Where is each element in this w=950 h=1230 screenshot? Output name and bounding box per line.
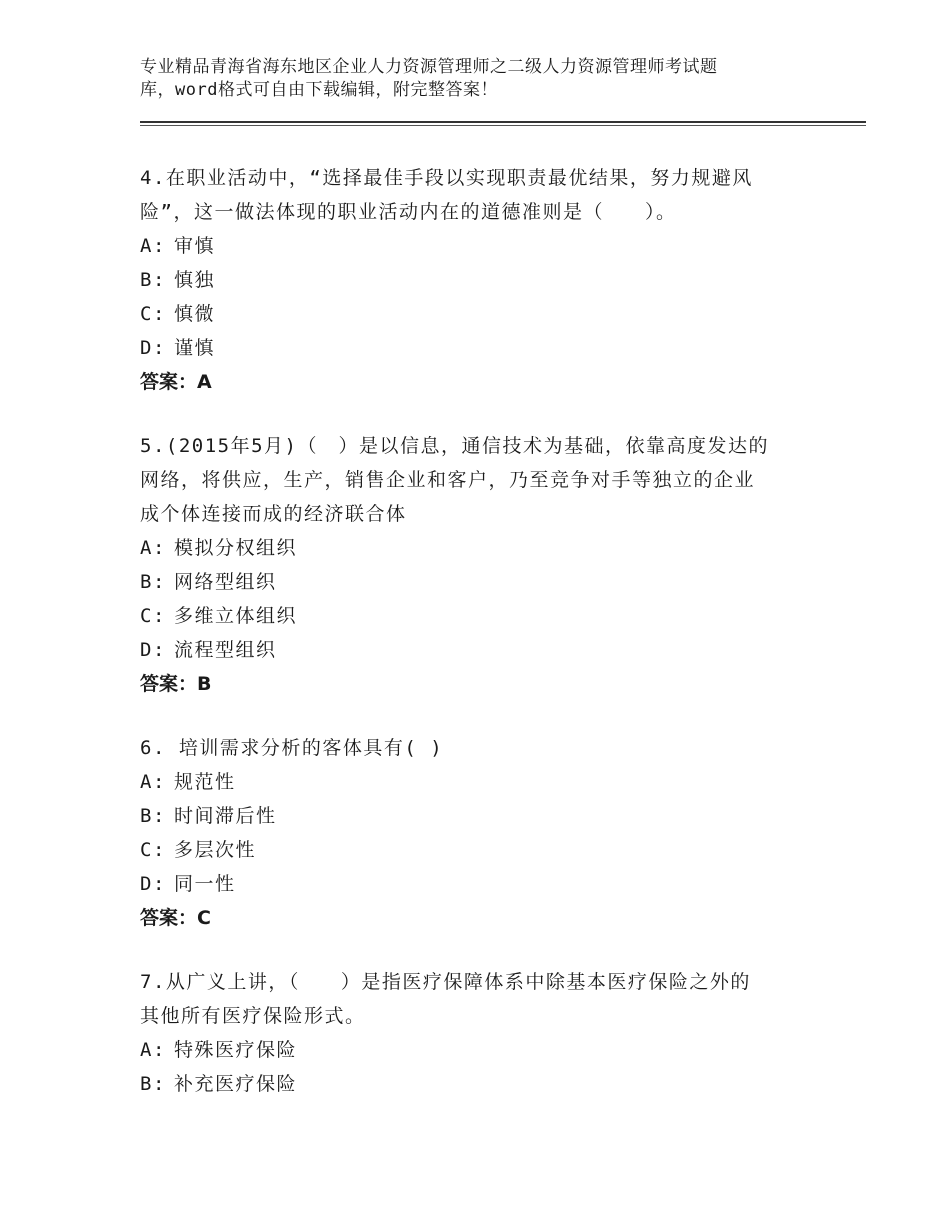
question-6 — [140, 731, 820, 935]
answer-label: 答案：A — [140, 371, 212, 393]
option-b — [140, 799, 820, 833]
option-text: 多层次性 — [174, 839, 257, 861]
question-stem-line: 6. 培训需求分析的客体具有( ) — [140, 737, 444, 759]
option-c — [140, 297, 820, 331]
question-stem-line: 7.从广义上讲，（ ）是指医疗保障体系中除基本医疗保险之外的 — [140, 971, 751, 993]
header-divider-thin — [140, 125, 866, 126]
option-letter: A: — [140, 537, 166, 559]
option-letter: B: — [140, 571, 166, 593]
option-letter: B: — [140, 1073, 166, 1095]
option-text: 同一性 — [174, 873, 236, 895]
option-text: 多维立体组织 — [174, 605, 298, 627]
option-text: 慎微 — [174, 303, 216, 325]
option-text: 审慎 — [174, 235, 216, 257]
option-a — [140, 531, 820, 565]
question-stem-line: 4.在职业活动中，“选择最佳手段以实现职责最优结果，努力规避风 — [140, 167, 753, 189]
option-letter: D: — [140, 873, 166, 895]
option-letter: A: — [140, 235, 166, 257]
header-line-2: 库，word格式可自由下载编辑，附完整答案！ — [140, 80, 498, 100]
option-letter: B: — [140, 269, 166, 291]
option-text: 时间滞后性 — [174, 805, 277, 827]
option-letter: B: — [140, 805, 166, 827]
option-b — [140, 263, 820, 297]
option-text: 流程型组织 — [174, 639, 277, 661]
option-letter: D: — [140, 639, 166, 661]
option-text: 网络型组织 — [174, 571, 277, 593]
option-c — [140, 599, 820, 633]
option-letter: C: — [140, 605, 166, 627]
question-4 — [140, 161, 820, 399]
question-list — [140, 161, 820, 1131]
header-line-1: 专业精品青海省海东地区企业人力资源管理师之二级人力资源管理师考试题 — [140, 57, 718, 77]
question-stem-line: 其他所有医疗保险形式。 — [140, 1005, 366, 1027]
option-a — [140, 765, 820, 799]
option-c — [140, 833, 820, 867]
option-text: 规范性 — [174, 771, 236, 793]
question-7 — [140, 965, 820, 1101]
option-letter: A: — [140, 771, 166, 793]
answer-label: 答案：C — [140, 907, 211, 929]
option-text: 特殊医疗保险 — [174, 1039, 298, 1061]
option-d — [140, 867, 820, 901]
option-text: 慎独 — [174, 269, 216, 291]
option-letter: A: — [140, 1039, 166, 1061]
option-text: 补充医疗保险 — [174, 1073, 298, 1095]
question-5 — [140, 429, 820, 701]
option-a — [140, 1033, 820, 1067]
option-text: 谨慎 — [174, 337, 216, 359]
option-a — [140, 229, 820, 263]
option-d — [140, 633, 820, 667]
question-stem-line: 5.(2015年5月)（ ）是以信息，通信技术为基础，依靠高度发达的 — [140, 435, 769, 457]
question-stem-line: 险”，这一做法体现的职业活动内在的道德准则是（ ）。 — [140, 201, 677, 223]
option-letter: C: — [140, 839, 166, 861]
option-b — [140, 1067, 820, 1101]
option-letter: D: — [140, 337, 166, 359]
option-text: 模拟分权组织 — [174, 537, 298, 559]
header-divider-thick — [140, 121, 866, 123]
document-header — [140, 56, 820, 102]
option-d — [140, 331, 820, 365]
question-stem-line: 网络，将供应，生产，销售企业和客户，乃至竞争对手等独立的企业 — [140, 469, 756, 491]
answer-label: 答案：B — [140, 673, 212, 695]
question-stem-line: 成个体连接而成的经济联合体 — [140, 503, 407, 525]
option-letter: C: — [140, 303, 166, 325]
option-b — [140, 565, 820, 599]
